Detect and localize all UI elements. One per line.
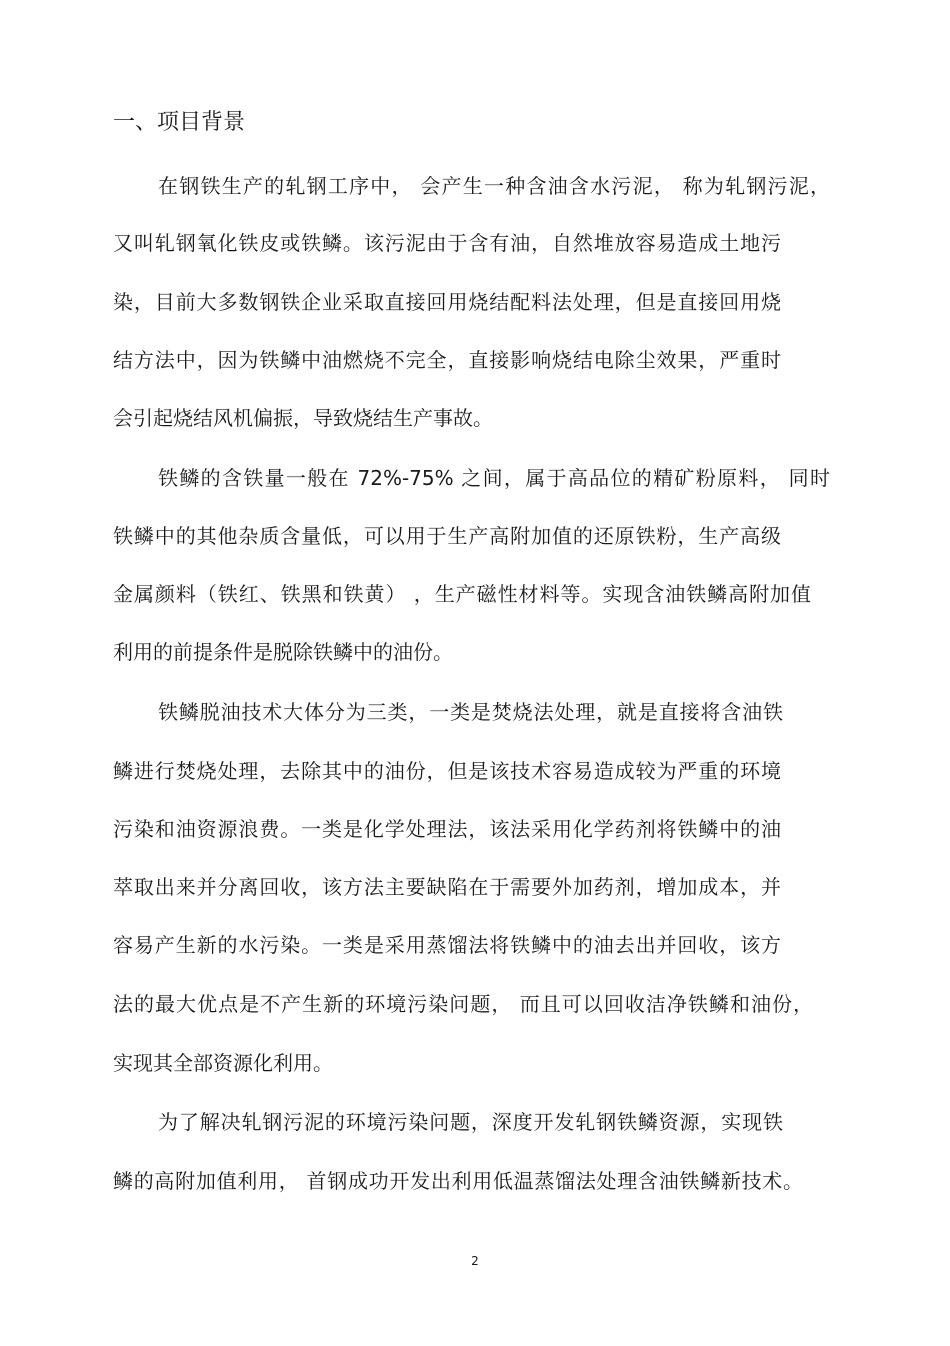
paragraph-line: 萃取出来并分离回收，该方法主要缺陷在于需要外加药剂，增加成本，并: [113, 875, 781, 899]
paragraph-line: 铁鳞脱油技术大体分为三类，一类是焚烧法处理，就是直接将含油铁: [158, 700, 783, 724]
paragraph-line: 污染和油资源浪费。一类是化学处理法，该法采用化学药剂将铁鳞中的油: [113, 817, 781, 841]
paragraph-line: 为了解决轧钢污泥的环境污染问题，深度开发轧钢铁鳞资源，实现铁: [158, 1110, 783, 1134]
paragraph-line: 染，目前大多数钢铁企业采取直接回用烧结配料法处理，但是直接回用烧: [113, 290, 781, 314]
paragraph-line: 又叫轧钢氧化铁皮或铁鳞。该污泥由于含有油，自然堆放容易造成土地污: [113, 231, 781, 255]
paragraph-line: 鳞进行焚烧处理，去除其中的油份，但是该技术容易造成较为严重的环境: [113, 759, 781, 783]
paragraph-line: 结方法中，因为铁鳞中油燃烧不完全，直接影响烧结电除尘效果，严重时: [113, 348, 781, 372]
paragraph-line: 实现其全部资源化利用。: [113, 1051, 333, 1075]
paragraph-line: 利用的前提条件是脱除铁鳞中的油份。: [113, 640, 453, 664]
paragraph-line: 法的最大优点是不产生新的环境污染问题， 而且可以回收洁净铁鳞和油份，: [113, 992, 813, 1016]
paragraph-line: 金属颜料（铁红、铁黑和铁黄） ，生产磁性材料等。实现含油铁鳞高附加值: [113, 582, 811, 606]
paragraph-line: 会引起烧结风机偏振，导致烧结生产事故。: [113, 406, 493, 430]
paragraph-line: 鳞的高附加值利用， 首钢成功开发出利用低温蒸馏法处理含油铁鳞新技术。: [113, 1169, 803, 1193]
paragraph-line: 铁鳞的含铁量一般在 72%-75% 之间，属于高品位的精矿粉原料， 同时: [158, 466, 830, 490]
paragraph-line: 容易产生新的水污染。一类是采用蒸馏法将铁鳞中的油去出并回收，该方: [113, 933, 781, 957]
page-number: 2: [471, 1254, 479, 1268]
section-heading: 一、项目背景: [113, 110, 246, 135]
paragraph-line: 在钢铁生产的轧钢工序中， 会产生一种含油含水污泥， 称为轧钢污泥，: [158, 174, 830, 198]
paragraph-line: 铁鳞中的其他杂质含量低，可以用于生产高附加值的还原铁粉，生产高级: [113, 524, 781, 548]
